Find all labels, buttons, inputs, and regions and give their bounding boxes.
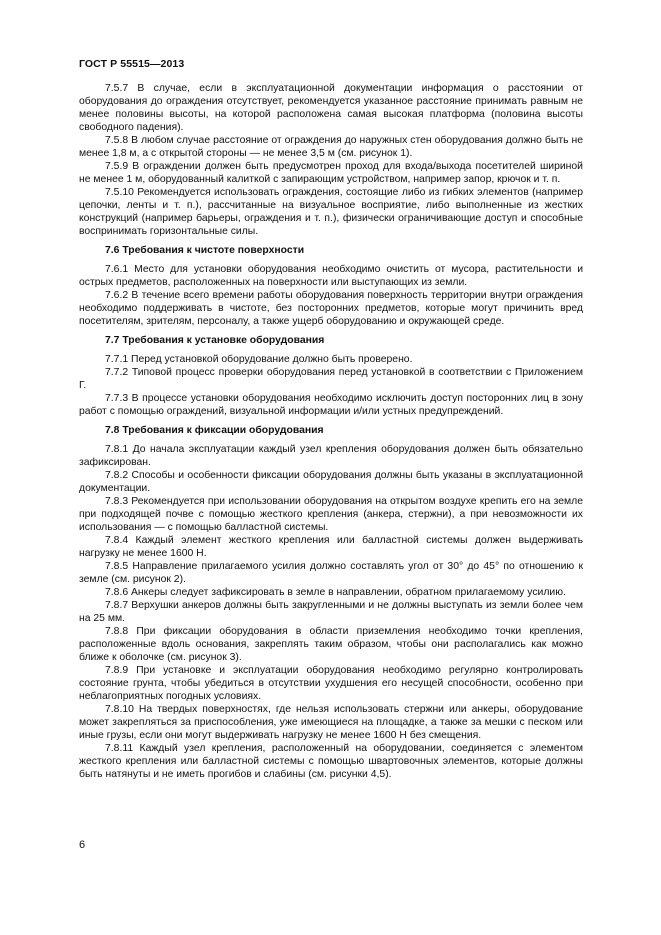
- paragraph-7-8-4: 7.8.4 Каждый элемент жесткого крепления или балластной системы должен выдерживать нагрузку не менее 1600 Н.: [79, 535, 583, 559]
- paragraph-7-7-2: 7.7.2 Типовой процесс проверки оборудования перед установкой в соответствии с Приложением Г.: [79, 367, 583, 391]
- paragraph-7-8-11: 7.8.11 Каждый узел крепления, расположенный на оборудовании, соединяется с элементом жесткого крепления или балластной системы с помощью швартовочных элементов, которые должны быть натянуты и не иметь прогибов и слабины (см. рисунки 4,5).: [79, 743, 583, 780]
- document-body: [79, 82, 583, 781]
- paragraph-7-7-3: 7.7.3 В процессе установки оборудования необходимо исключить доступ посторонних лиц в зону работ с помощью ограждений, визуальной информации и/или устных предупреждений.: [79, 393, 583, 417]
- paragraph-7-5-10: 7.5.10 Рекомендуется использовать ограждения, состоящие либо из гибких элементов (например цепочки, ленты и т. п.), рассчитанные на визуальное восприятие, либо выполненные из жестких конструкций (например барьеры, ограждения и т. п.), физически ограничивающие доступ и способные воспринимать горизонтальные силы.: [79, 187, 583, 237]
- paragraph-7-6-1: 7.6.1 Место для установки оборудования необходимо очистить от мусора, растительности и острых предметов, расположенных на поверхности или выступающих из земли.: [79, 264, 583, 288]
- paragraph-7-8-2: 7.8.2 Способы и особенности фиксации оборудования должны быть указаны в эксплуатационной документации.: [79, 470, 583, 494]
- paragraph-7-7-1: 7.7.1 Перед установкой оборудование должно быть проверено.: [105, 354, 413, 365]
- document-header: ГОСТ Р 55515—2013: [79, 58, 185, 70]
- paragraph-7-8-7: 7.8.7 Верхушки анкеров должны быть закругленными и не должны выступать из земли более чем на 25 мм.: [79, 600, 583, 624]
- page-number: 6: [79, 839, 86, 851]
- paragraph-7-5-8: 7.5.8 В любом случае расстояние от ограждения до наружных стен оборудования должно быть не менее 1,8 м, а с открытой стороны — не менее 3,5 м (см. рисунок 1).: [79, 135, 583, 159]
- section-heading-7-7: 7.7 Требования к установке оборудования: [105, 335, 325, 346]
- paragraph-7-8-10: 7.8.10 На твердых поверхностях, где нельзя использовать стержни или анкеры, оборудование может закрепляться за приспособления, уже имеющиеся на площадке, а также за мешки с песком или иные грузы, если они могут выдерживать нагрузку не менее 1600 Н без смещения.: [79, 704, 583, 741]
- section-heading-7-8: 7.8 Требования к фиксации оборудования: [105, 425, 324, 436]
- paragraph-7-8-9: 7.8.9 При установке и эксплуатации оборудования необходимо регулярно контролировать состояние грунта, чтобы убедиться в отсутствии ухудшения его несущей способности, особенно при неблагоприятных погодных условиях.: [79, 665, 583, 702]
- paragraph-7-8-6: 7.8.6 Анкеры следует зафиксировать в земле в направлении, обратном прилагаемому усилию.: [105, 587, 566, 598]
- paragraph-7-5-9: 7.5.9 В ограждении должен быть предусмотрен проход для входа/выхода посетителей шириной не менее 1 м, оборудованный калиткой с запирающим устройством, например запор, крючок и т. п.: [79, 161, 583, 185]
- paragraph-7-8-3: 7.8.3 Рекомендуется при использовании оборудования на открытом воздухе крепить его на земле при подходящей почве с помощью жесткого крепления (анкера, стержни), а при невозможности их использования — с помощью балластной системы.: [79, 496, 583, 533]
- paragraph-7-8-1: 7.8.1 До начала эксплуатации каждый узел крепления оборудования должен быть обязательно зафиксирован.: [79, 444, 583, 468]
- paragraph-7-8-8: 7.8.8 При фиксации оборудования в области приземления необходимо точки крепления, расположенные вдоль основания, закреплять таким образом, чтобы они располагались как можно ближе к оболочке (см. рисунок 3).: [79, 626, 583, 663]
- paragraph-7-6-2: 7.6.2 В течение всего времени работы оборудования поверхность территории внутри ограждения необходимо поддерживать в чистоте, без посторонних предметов, которые могут причинить вред посетителям, зрителям, персоналу, а также ущерб оборудованию и окружающей среде.: [79, 290, 583, 327]
- section-heading-7-6: 7.6 Требования к чистоте поверхности: [105, 245, 305, 256]
- paragraph-7-5-7: 7.5.7 В случае, если в эксплуатационной документации информация о расстоянии от оборудования до ограждения отсутствует, рекомендуется указанное расстояние принимать равным не менее половины высоты, на которой расположена самая высокая платформа (половина высоты свободного падения).: [79, 83, 583, 133]
- paragraph-7-8-5: 7.8.5 Направление прилагаемого усилия должно составлять угол от 30° до 45° по отношению к земле (см. рисунок 2).: [79, 561, 583, 585]
